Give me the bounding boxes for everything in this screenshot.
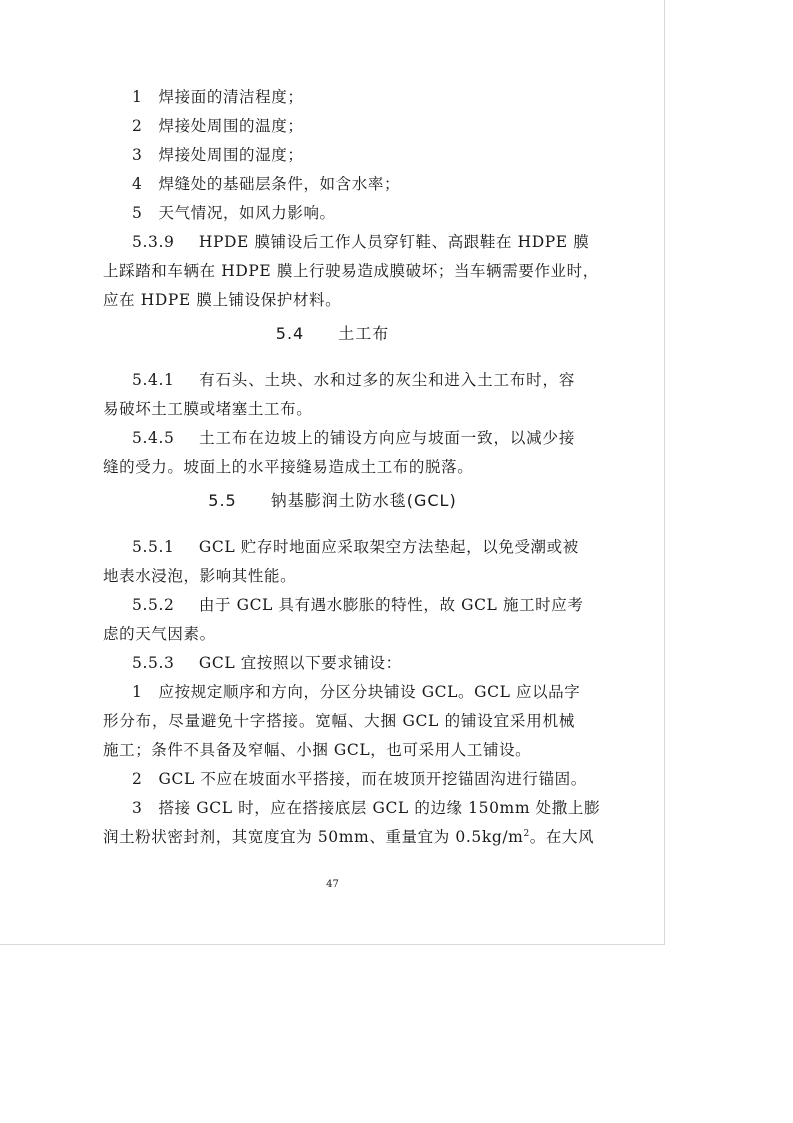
paragraph-5-3-9-line-2: 上踩踏和车辆在 HDPE 膜上行驶易造成膜破坏；当车辆需要作业时， [103,262,599,280]
section-heading-5-4: 5.4 土工布 [275,324,390,343]
paragraph-5-4-1-line-1: 5.4.1 有石头、土块、水和过多的灰尘和进入土工布时，容 [132,371,575,389]
item-3-line-2 [103,827,595,847]
list-item-3: 3 焊接处周围的湿度； [132,146,304,164]
paragraph-5-3-9-line-3: 应在 HDPE 膜上铺设保护材料。 [103,291,342,309]
paragraph-5-4-1-line-2: 易破坏土工膜或堵塞土工布。 [103,400,313,418]
section-heading-5-5: 5.5 钠基膨润土防水毯(GCL) [208,491,457,510]
item-3-line-2-tail: 。在大风 [529,828,595,846]
item-2: 2 GCL 不应在坡面水平搭接，而在坡顶开挖锚固沟进行锚固。 [132,770,587,788]
list-item-2: 2 焊接处周围的温度； [132,117,304,135]
item-3-line-1: 3 搭接 GCL 时，应在搭接底层 GCL 的边缘 150mm 处撒上膨 [132,799,601,817]
paragraph-5-5-2-line-1: 5.5.2 由于 GCL 具有遇水膨胀的特性，故 GCL 施工时应考 [132,596,584,614]
item-3-line-2-text: 润土粉状密封剂，其宽度宜为 50mm、重量宜为 0.5kg/m [103,828,524,846]
paragraph-5-5-1-line-2: 地表水浸泡，影响其性能。 [103,567,297,585]
superscript-2: 2 [523,828,530,839]
list-item-1: 1 焊接面的清洁程度； [132,88,304,106]
item-1-line-1: 1 应按规定顺序和方向，分区分块铺设 GCL。GCL 应以品字 [132,683,581,701]
paragraph-5-5-2-line-2: 虑的天气因素。 [103,625,216,643]
list-item-4: 4 焊缝处的基础层条件，如含水率； [132,175,401,193]
paragraph-5-5-3: 5.5.3 GCL 宜按照以下要求铺设： [132,654,402,672]
paragraph-5-5-1-line-1: 5.5.1 GCL 贮存时地面应采取架空方法垫起，以免受潮或被 [132,538,579,556]
paragraph-5-3-9-line-1: 5.3.9 HPDE 膜铺设后工作人员穿钉鞋、高跟鞋在 HDPE 膜 [132,233,590,251]
item-1-line-2: 形分布，尽量避免十字搭接。宽幅、大捆 GCL 的铺设宜采用机械 [103,712,575,730]
item-1-line-3: 施工；条件不具备及窄幅、小捆 GCL，也可采用人工铺设。 [103,741,532,759]
list-item-5: 5 天气情况，如风力影响。 [132,204,336,222]
paragraph-5-4-5-line-1: 5.4.5 土工布在边坡上的铺设方向应与坡面一致，以减少接 [132,429,575,447]
paragraph-5-4-5-line-2: 缝的受力。坡面上的水平接缝易造成土工布的脱落。 [103,458,474,476]
page-number: 47 [326,879,339,890]
